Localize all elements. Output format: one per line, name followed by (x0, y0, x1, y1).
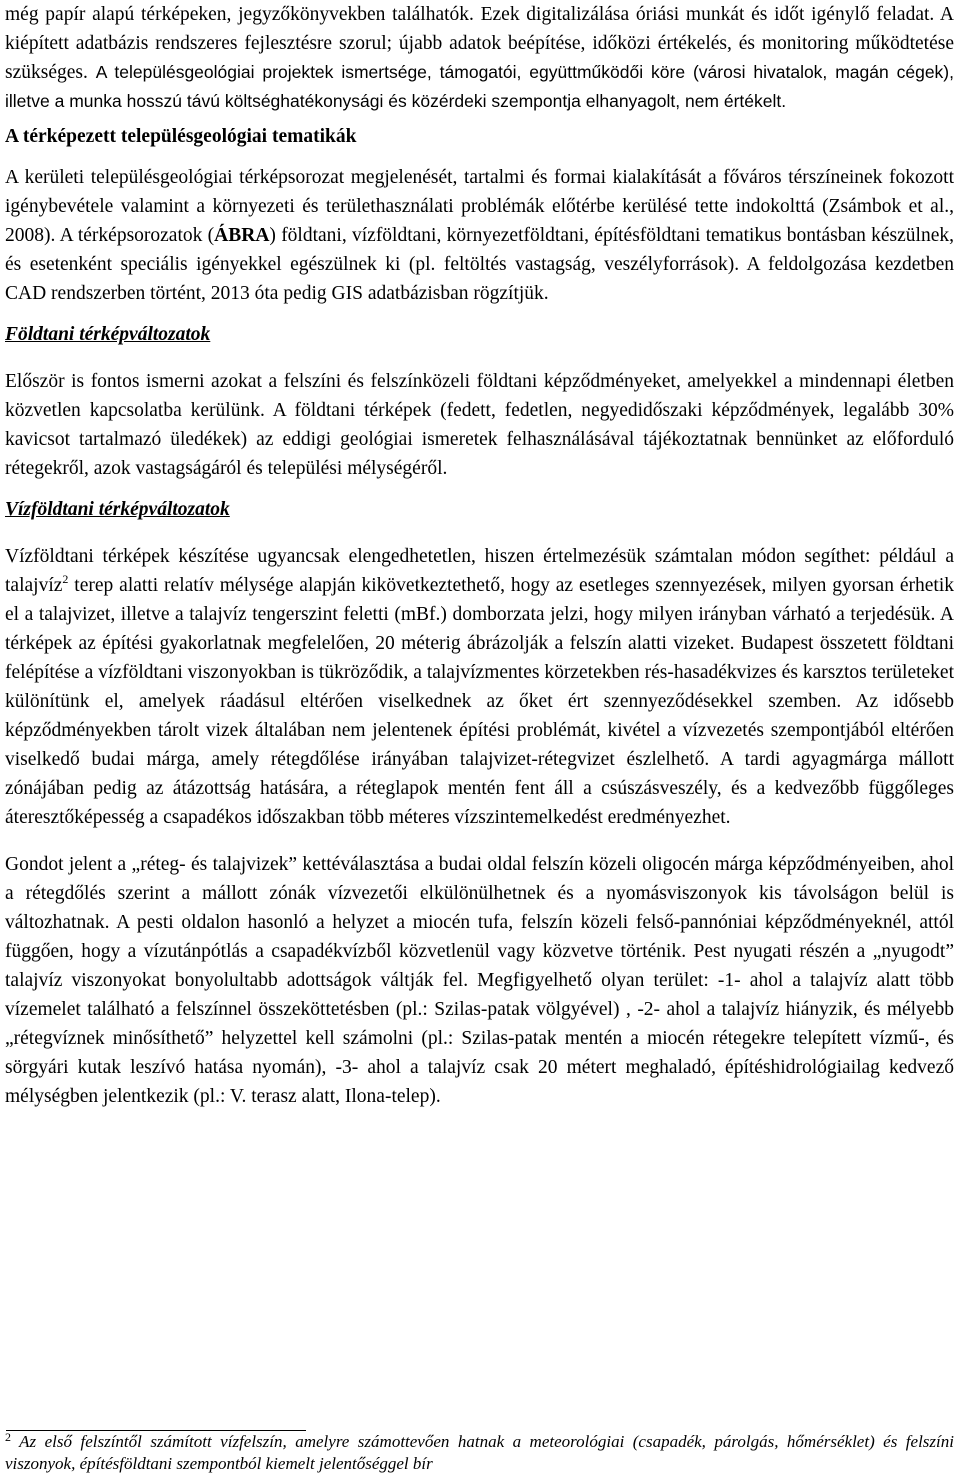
section-heading-hydrogeological-maps: Vízföldtani térképváltozatok (5, 499, 230, 520)
thematics-paragraph (5, 163, 954, 308)
footnote (5, 1431, 954, 1475)
geological-maps-paragraph: Először is fontos ismerni azokat a felszíni és felszínközeli földtani képződményeket, amelyekkel a mindennapi életben közvetlen kapcsolatba kerülünk. A földtani térképek (fedett, fedetlen, negyedidőszaki képződmények, legalább 30% kavicsot tartalmazó üledékek) az eddigi geológiai ismeretek felhasználásával tájékoztatnak bennünket az előforduló rétegekről, azok vastagságáról és települési mélységéről. (5, 371, 954, 479)
intro-text-part1: még papír alapú térképeken, jegyzőkönyvekben találhatók. Ezek digitalizálása óriási munkát és időt igénylő feladat. A kiépített adatbázis rendszeres fejlesztésre szorul; újabb adatok beépítése, időközi értékelés, és monitoring működtetése szükséges. (5, 4, 954, 83)
hydrogeological-text-a: Vízföldtani térképek készítése ugyancsak elengedhetetlen, hiszen értelmezésük számtalan módon segíthet: például a talajvíz (5, 546, 954, 596)
hydrogeological-paragraph-1 (5, 542, 954, 832)
thematics-text-a: A kerületi településgeológiai térképsorozat megjelenését, tartalmi és formai kialakítását a főváros térszíneinek fokozott igénybevétele valamint a környezeti és területhasználati problémák előtérbe kerülésé tette indokolttá (Zsámbok et al., 2008). A térképsorozatok ( (5, 167, 954, 246)
hydrogeological-text-b: terep alatti relatív mélysége alapján kikövetkeztethető, hogy az esetleges szennyezések, milyen gyorsan érhetik el a talajvizet, illetve a talajvíz tengerszint feletti (mBf.) domborzata jelzi, hogy milyen irányban várható a terjedésük. A térképek az építési gyakorlatnak megfelelően, 20 méterig ábrázolják a felszín alatti vizeket. Budapest összetett földtani felépítése a vízföldtani viszonyokban is tükröződik, a talajvízmentes körzetekben rés-hasadékvizes és karsztos területeket különítünk el, amelyek ráadásul eltérően viselkednek az őket ért szennyeződésekkel szemben. Az idősebb képződményekben tárolt vizek általában nem jelentenek építési problémát, kivétel a vízvezetés szempontjából eltérően viselkedő budai márga, amely rétegdőlése irányában talajvizet-rétegvizet észlelhető. A tardi agyagmárga mállott zónájában pedig az átázottság hatására, a réteglapok mentén fent áll a csúszásveszély, és a kedvezőbb függőleges áteresztőképesség a csapadékos időszakban több méteres vízszintemelkedést eredményezhet. (5, 575, 954, 828)
footnote-reference: 2 (62, 572, 69, 586)
figure-reference: ÁBRA (214, 225, 270, 246)
footnote-text: Az első felszíntől számított vízfelszín, amelyre számottevően hatnak a meteorológiai (csapadék, párolgás, hőmérséklet) és felszíni viszonyok, építésföldtani szempontból kiemelt jelentőséggel bír (5, 1432, 954, 1473)
intro-paragraph (5, 0, 954, 116)
thematics-text-b: ) földtani, vízföldtani, környezetföldtani, építésföldtani tematikus bontásban készülnek, és esetenként speciális igényekkel egészülnek ki (pl. feltöltés vastagság, veszélyforrások). A feldolgozása kezdetben CAD rendszerben történt, 2013 óta pedig GIS adatbázisban rögzítjük. (5, 225, 954, 304)
hydrogeological-paragraph-2: Gondot jelent a „réteg- és talajvizek” kettéválasztása a budai oldal felszín közeli oligocén márga képződményeiben, ahol a rétegdőlés szerint a mállott zónák vízvezetői elkülönülhetnek és a nyomásviszonyok kis távolságon belül is változhatnak. A pesti oldalon hasonló a helyzet a miocén tufa, felszín közeli felső-pannóniai képződményeknél, attól függően, hogy a vízutánpótlás a csapadékvízből közvetlenül vagy közvetve történik. Pest nyugati részén a „nyugodt” talajvíz viszonyokat bonyolultabb adottságok váltják fel. Megfigyelhető olyan terület: -1- ahol a talajvíz alatt több vízemelet található a felszínnel összeköttetésben (pl.: Szilas-patak völgyével) , -2- ahol a talajvíz hiányzik, és mélyebb „rétegvíznek minősíthető” helyzettel kell számolni (pl.: Szilas-patak mentén a miocén rétegekre telepített vízmű-, és sörgyári kutak leszívó hatása nyomán), -3- ahol a talajvíz csak 20 métert meghaladó, építéshidrológiailag kedvező mélységben jelentkezik (pl.: V. terasz alatt, Ilona-telep). (5, 854, 954, 1107)
section-heading-thematics: A térképezett településgeológiai tematikák (5, 126, 357, 147)
intro-text-part2: A településgeológiai projektek ismertsége, támogatói, együttműködői köre (városi hivatalok, magán cégek), illetve a munka hosszú távú költséghatékonysági és közérdeki szempontja elhanyagolt, nem értékelt. (5, 62, 954, 111)
footnote-number: 2 (5, 1430, 11, 1444)
section-heading-geological-maps: Földtani térképváltozatok (5, 324, 211, 345)
